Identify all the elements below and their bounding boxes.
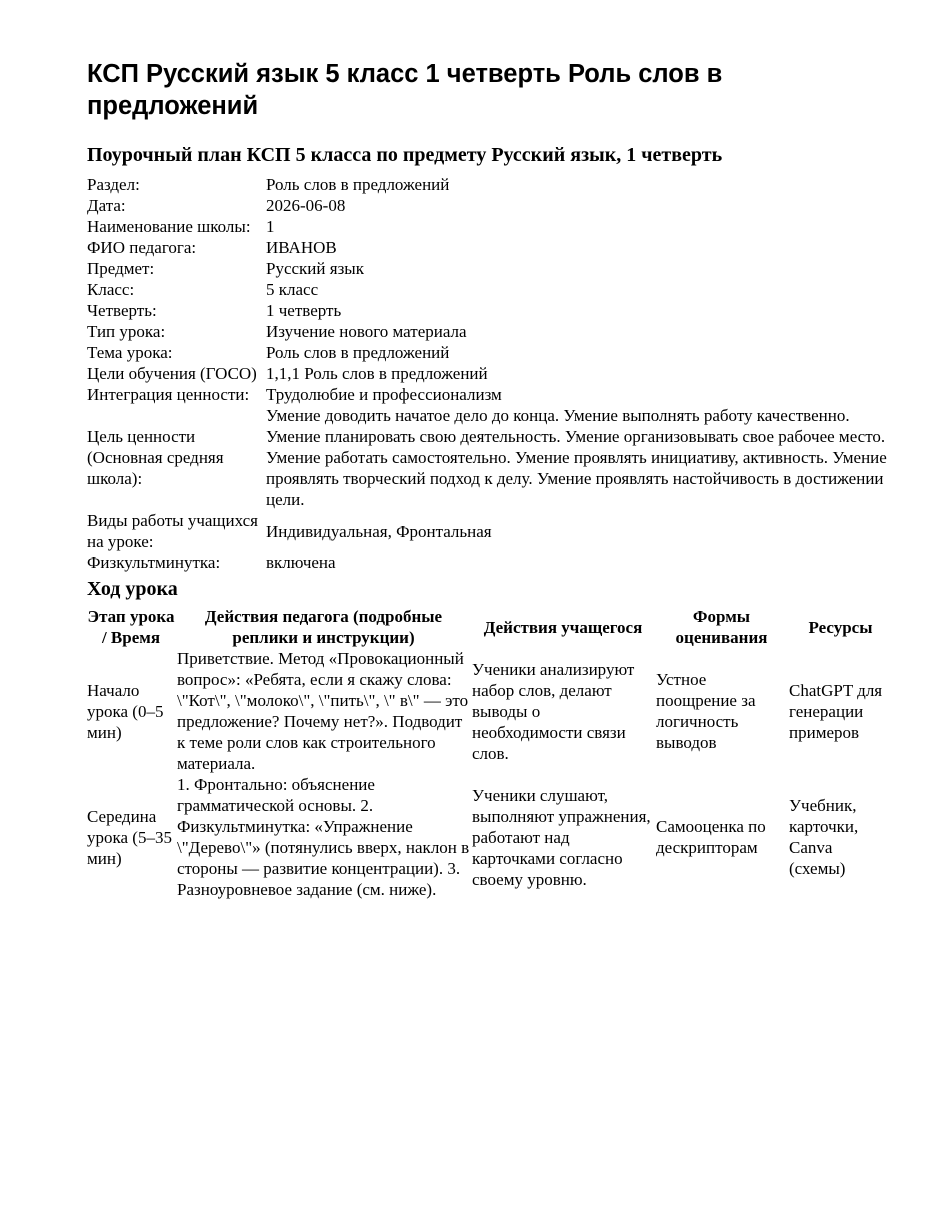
document-page [87, 58, 893, 900]
info-label: Тип урока: [87, 322, 166, 341]
info-value: 1 четверть [266, 301, 342, 320]
cell-teacher-actions: Приветствие. Метод «Провокационный вопрос»: «Ребята, если я скажу слова: \"Кот\", \"молоко\", \"пить\", \" в\" — это предложение? Почему нет?». Подводит к теме роли слов как строительного материала. [177, 649, 469, 773]
column-header-resources: Ресурсы [808, 617, 873, 637]
info-row [87, 321, 893, 342]
info-row [87, 195, 893, 216]
column-header-assessment: Формы оценивания [675, 607, 768, 647]
info-label: Цель ценности (Основная средняя школа): [87, 427, 224, 488]
page-title: КСП Русский язык 5 класс 1 четверть Роль слов в предложений [87, 60, 723, 120]
info-value: 5 класс [266, 280, 319, 299]
cell-student-actions: Ученики анализируют набор слов, делают выводы о необходимости связи слов. [472, 659, 635, 763]
info-row [87, 279, 893, 300]
info-value: Роль слов в предложений [266, 343, 450, 362]
cell-teacher-actions: 1. Фронтально: объяснение грамматической основы. 2. Физкультминутка: «Упражнение \"Дерево\"» (потянулись вверх, наклон в стороны — развитие концентрации). 3. Разноуровневое задание (см. ниже). [177, 775, 470, 899]
info-label: Четверть: [87, 301, 157, 320]
info-row [87, 237, 893, 258]
info-row [87, 342, 893, 363]
info-row [87, 510, 893, 552]
info-label: Дата: [87, 196, 126, 215]
plan-subtitle: Поурочный план КСП 5 класса по предмету Русский язык, 1 четверть [87, 144, 723, 166]
info-row [87, 363, 893, 384]
info-value: 1 [266, 217, 275, 236]
cell-stage: Середина урока (5–35 мин) [87, 806, 172, 868]
info-label: Наименование школы: [87, 217, 251, 236]
column-header-teacher-actions: Действия педагога (подробные реплики и инструкции) [204, 607, 443, 647]
info-row [87, 174, 893, 195]
info-value: Русский язык [266, 259, 364, 278]
info-value: Трудолюбие и профессионализм [266, 385, 502, 404]
info-row [87, 405, 893, 510]
info-row [87, 552, 893, 573]
info-label: Раздел: [87, 175, 140, 194]
info-label: Класс: [87, 280, 135, 299]
info-label: ФИО педагога: [87, 238, 197, 257]
info-label: Тема урока: [87, 343, 173, 362]
cell-assessment: Устное поощрение за логичность выводов [656, 670, 756, 752]
lesson-info-table [87, 174, 893, 573]
cell-resources: ChatGPT для генерации примеров [789, 680, 883, 742]
cell-stage: Начало урока (0–5 мин) [87, 680, 164, 742]
info-row [87, 216, 893, 237]
cell-student-actions: Ученики слушают, выполняют упражнения, работают над карточками согласно своему уровню. [472, 785, 651, 889]
column-header-student-actions: Действия учащегося [483, 617, 643, 637]
info-value: ИВАНОВ [266, 238, 337, 257]
cell-assessment: Самооценка по дескрипторам [656, 817, 766, 857]
info-row [87, 384, 893, 405]
lesson-flow-table [87, 606, 893, 900]
table-row [87, 774, 893, 900]
info-label: Предмет: [87, 259, 155, 278]
info-label: Виды работы учащихся на уроке: [87, 511, 258, 551]
info-label: Физкультминутка: [87, 553, 221, 572]
cell-resources: Учебник, карточки, Canva (схемы) [789, 796, 859, 878]
info-label: Интеграция ценности: [87, 385, 250, 404]
table-header-row [87, 606, 893, 648]
info-value: 2026-06-08 [266, 196, 346, 215]
info-value: 1,1,1 Роль слов в предложений [266, 364, 488, 383]
info-value: Умение доводить начатое дело до конца. Умение выполнять работу качественно. Умение планировать свою деятельность. Умение организовывать свое рабочее место. Умение работать самостоятельно. Умение проявлять инициативу, активность. Умение проявлять творческий подход к делу. Умение проявлять настойчивость в достижении цели. [266, 406, 887, 509]
info-value: Роль слов в предложений [266, 175, 450, 194]
info-row [87, 258, 893, 279]
info-value: включена [266, 553, 336, 572]
info-row [87, 300, 893, 321]
column-header-stage: Этап урока / Время [87, 607, 175, 647]
info-value: Изучение нового материала [266, 322, 467, 341]
table-row [87, 648, 893, 774]
info-label: Цели обучения (ГОСО) [87, 364, 257, 383]
info-value: Индивидуальная, Фронтальная [266, 521, 492, 541]
lesson-flow-heading: Ход урока [87, 578, 178, 600]
